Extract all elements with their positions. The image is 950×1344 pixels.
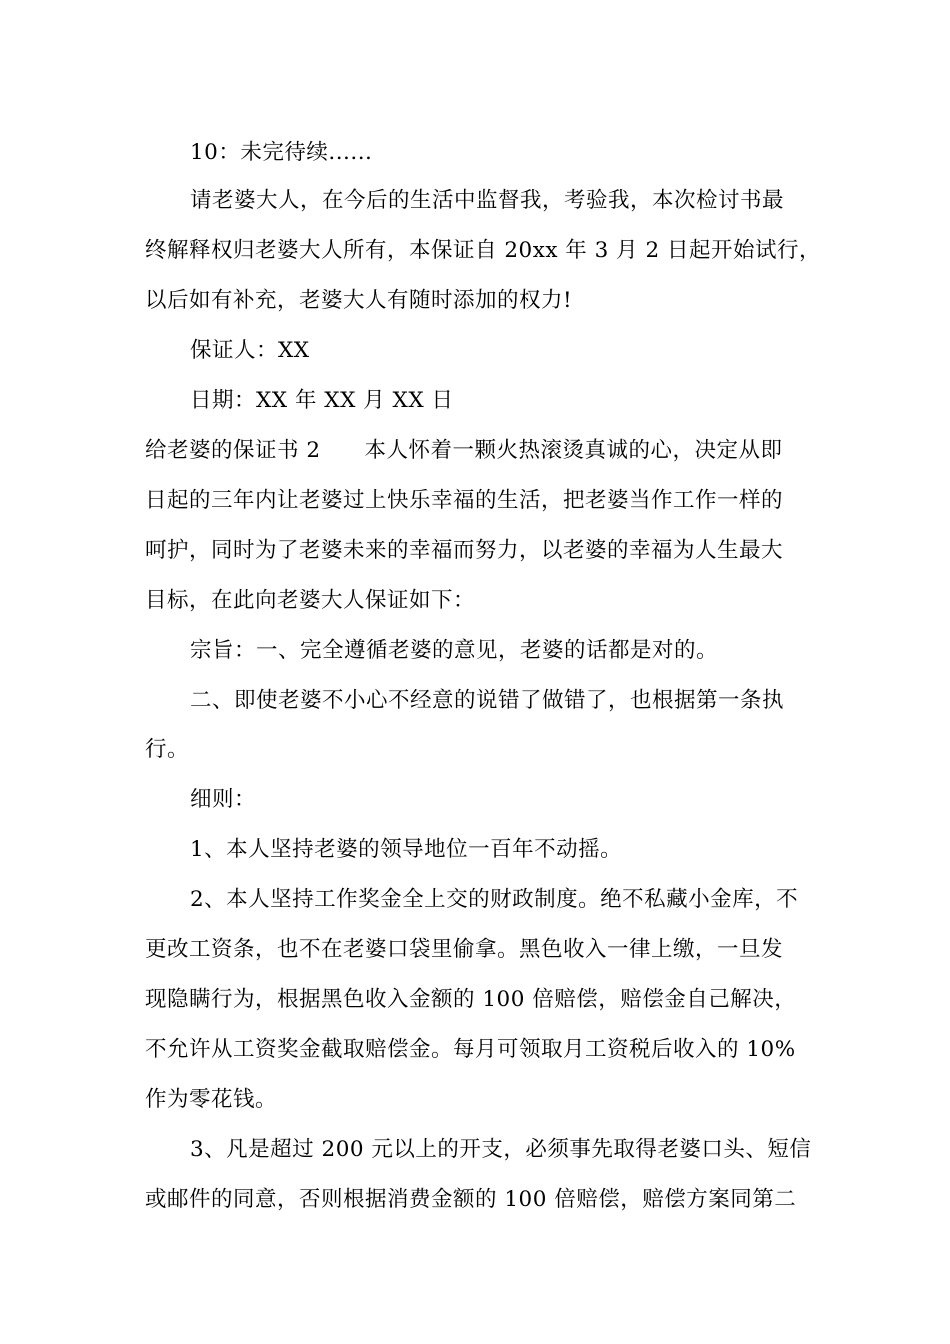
text-line: 更改工资条，也不在老婆口袋里偷拿。黑色收入一律上缴，一旦发	[145, 937, 784, 962]
text-line: 行。	[145, 737, 190, 762]
text-line: 3、凡是超过 200 元以上的开支，必须事先取得老婆口头、短信	[190, 1137, 812, 1162]
text-line: 作为零花钱。	[145, 1087, 278, 1112]
text-line: 目标，在此向老婆大人保证如下：	[145, 588, 476, 613]
text-line: 10：未完待续......	[190, 140, 373, 165]
text-line: 给老婆的保证书 2 本人怀着一颗火热滚烫真诚的心，决定从即	[145, 438, 783, 463]
text-line: 终解释权归老婆大人所有，本保证自 20xx 年 3 月 2 日起开始试行，	[145, 238, 821, 263]
text-line: 请老婆大人，在今后的生活中监督我，考验我，本次检讨书最	[190, 188, 785, 213]
text-line: 或邮件的同意，否则根据消费金额的 100 倍赔偿，赔偿方案同第二	[145, 1187, 797, 1212]
text-line: 保证人：XX	[190, 338, 310, 363]
text-line: 现隐瞒行为，根据黑色收入金额的 100 倍赔偿，赔偿金自己解决，	[145, 987, 797, 1012]
text-line: 1、本人坚持老婆的领导地位一百年不动摇。	[190, 837, 623, 862]
text-line: 不允许从工资奖金截取赔偿金。每月可领取月工资税后收入的 10%	[145, 1037, 796, 1062]
text-line: 宗旨：一、完全遵循老婆的意见，老婆的话都是对的。	[190, 638, 719, 663]
text-line: 日期：XX 年 XX 月 XX 日	[190, 388, 454, 413]
text-line: 呵护，同时为了老婆未来的幸福而努力，以老婆的幸福为人生最大	[145, 538, 784, 563]
text-line: 2、本人坚持工作奖金全上交的财政制度。绝不私藏小金库，不	[190, 887, 799, 912]
text-line: 细则：	[190, 787, 257, 812]
text-line: 日起的三年内让老婆过上快乐幸福的生活，把老婆当作工作一样的	[145, 488, 784, 513]
text-line: 以后如有补充，老婆大人有随时添加的权力!	[145, 288, 573, 313]
text-line: 二、即使老婆不小心不经意的说错了做错了，也根据第一条执	[190, 688, 785, 713]
